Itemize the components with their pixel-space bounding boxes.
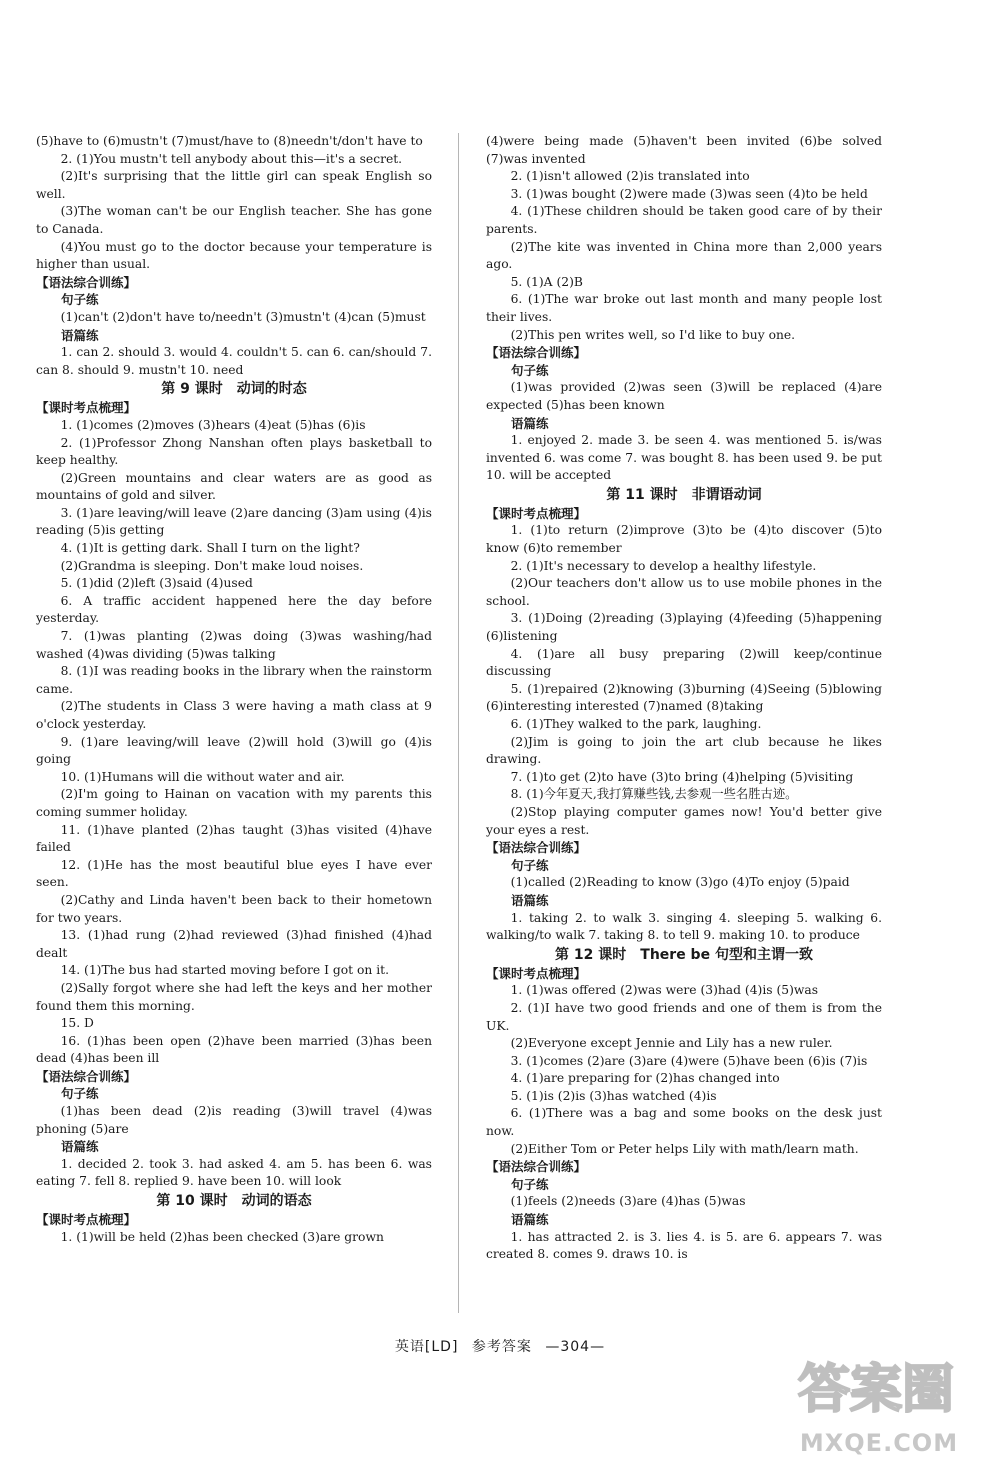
answer-line: (2)Green mountains and clear waters are as good as mountains of gold and silver. xyxy=(36,470,432,503)
answer-line: (2)Grandma is sleeping. Don't make loud noises. xyxy=(60,558,364,573)
answer-line: 9. (1)are leaving/will leave (2)will hold (3)will go (4)is going xyxy=(36,734,432,767)
answer-line: (2)Sally forgot where she had left the keys and her mother found them this morning. xyxy=(36,980,432,1013)
answer-line: 5. (1)is (2)is (3)has watched (4)is xyxy=(510,1088,717,1103)
answer-line: (2)It's surprising that the little girl can speak English so well. xyxy=(36,169,432,201)
section-heading: 【语法综合训练】 xyxy=(36,1068,137,1084)
lesson-heading: 第 10 课时 动词的语态 xyxy=(156,1193,312,1210)
answer-line: 3. (1)Doing (2)reading (3)playing (4)feeding (5)happening (6)listening xyxy=(486,611,882,644)
answer-line: 1. taking 2. to walk 3. singing 4. sleeping 5. walking 6. walking/to walk 7. taking 8. to tell 9. making 10. to produce xyxy=(486,910,882,943)
answer-line: (1)called (2)Reading to know (3)go (4)To enjoy (5)paid xyxy=(510,875,850,890)
section-heading: 【语法综合训练】 xyxy=(486,840,587,856)
answer-line: (1)was provided (2)was seen (3)will be replaced (4)are expected (5)has been known xyxy=(486,380,882,412)
answer-line: 10. (1)Humans will die without water and air. xyxy=(60,769,345,784)
answer-line: (2)Everyone except Jennie and Lily has a new ruler. xyxy=(510,1036,833,1051)
watermark-logo xyxy=(786,1347,966,1427)
answer-line: 1. can 2. should 3. would 4. couldn't 5. can 6. can/should 7. can 8. should 9. mustn't 10. need xyxy=(36,345,432,377)
answer-line: 1. (1)was offered (2)was were (3)had (4)is (5)was xyxy=(510,983,819,998)
subsection-heading: 语篇练 xyxy=(61,327,99,343)
section-heading: 【语法综合训练】 xyxy=(486,1159,587,1175)
subsection-heading: 语篇练 xyxy=(511,415,549,431)
lesson-heading: 第 12 课时 There be 句型和主谓一致 xyxy=(555,946,813,963)
left-column xyxy=(36,133,432,1246)
answer-line: 7. (1)to get (2)to have (3)to bring (4)helping (5)visiting xyxy=(510,769,854,784)
answer-line: 2. (1)isn't allowed (2)is translated into xyxy=(510,169,750,184)
answer-line: 6. A traffic accident happened here the day before yesterday. xyxy=(36,593,432,626)
answer-line: 1. (1)to return (2)improve (3)to be (4)to discover (5)to know (6)to remember xyxy=(486,523,882,556)
footer-subject: 英语[LD] xyxy=(394,1339,459,1355)
answer-line: (4)were being made (5)haven't been invited (6)be solved (7)was invented xyxy=(486,134,882,166)
subsection-heading: 语篇练 xyxy=(511,1212,549,1228)
answer-line: 1. enjoyed 2. made 3. be seen 4. was mentioned 5. is/was invented 6. was come 7. was bought 8. has been used 9. be put 10. will be accepted xyxy=(486,433,882,483)
answer-line: 4. (1)These children should be taken good care of by their parents. xyxy=(486,204,882,236)
answer-line: 3. (1)are leaving/will leave (2)are dancing (3)am using (4)is reading (5)is getting xyxy=(36,505,432,538)
answer-line: (5)have to (6)mustn't (7)must/have to (8)needn't/don't have to xyxy=(36,134,423,148)
answer-line: (2)Our teachers don't allow us to use mobile phones in the school. xyxy=(486,576,882,608)
answer-line: 2. (1)Professor Zhong Nanshan often plays basketball to keep healthy. xyxy=(36,435,432,468)
answer-line: (2)This pen writes well, so I'd like to buy one. xyxy=(510,327,796,342)
lesson-heading: 第 11 课时 非谓语动词 xyxy=(606,486,762,503)
answer-line: 6. (1)They walked to the park, laughing. xyxy=(510,717,762,731)
answer-line: 14. (1)The bus had started moving before I got on it. xyxy=(60,963,390,978)
answer-line: 11. (1)have planted (2)has taught (3)has visited (4)have failed xyxy=(36,822,432,855)
answer-line: 5. (1)A (2)B xyxy=(510,274,583,289)
answer-line: (3)The woman can't be our English teacher. She has gone to Canada. xyxy=(36,204,432,236)
answer-line: 1. (1)comes (2)moves (3)hears (4)eat (5)has (6)is xyxy=(60,417,366,432)
answer-line: 6. (1)The war broke out last month and many people lost their lives. xyxy=(486,292,882,324)
answer-line: (2)Jim is going to join the art club because he likes drawing. xyxy=(486,734,882,767)
answer-line: 1. decided 2. took 3. had asked 4. am 5. has been 6. was eating 7. fell 8. replied 9. have been 10. will look xyxy=(36,1156,432,1189)
subsection-heading: 句子练 xyxy=(511,362,549,378)
footer-label: 参考答案 xyxy=(471,1339,532,1355)
answer-line: 1. (1)will be held (2)has been checked (3)are grown xyxy=(60,1229,384,1244)
answer-line: 15. D xyxy=(60,1016,94,1031)
answer-line: (2)Stop playing computer games now! You'd better give your eyes a rest. xyxy=(486,804,882,837)
subsection-heading: 句子练 xyxy=(511,857,549,873)
subsection-heading: 句子练 xyxy=(61,292,99,308)
answer-line: (2)Either Tom or Peter helps Lily with math/learn math. xyxy=(510,1141,859,1156)
answer-line: 8. (1)今年夏天,我打算赚些钱,去参观一些名胜古迹。 xyxy=(510,787,798,802)
answer-line: (2)I'm going to Hainan on vacation with my parents this coming summer holiday. xyxy=(36,787,432,819)
subsection-heading: 句子练 xyxy=(61,1086,99,1102)
answer-line: 2. (1)I have two good friends and one of them is from the UK. xyxy=(486,1000,882,1033)
lesson-heading: 第 9 课时 动词的时态 xyxy=(161,381,307,398)
answer-line: 3. (1)was bought (2)were made (3)was seen (4)to be held xyxy=(510,186,868,201)
section-heading: 【语法综合训练】 xyxy=(486,345,587,361)
answer-line: (2)Cathy and Linda haven't been back to their hometown for two years. xyxy=(36,892,432,925)
answer-line: 1. has attracted 2. is 3. lies 4. is 5. are 6. appears 7. was created 8. comes 9. draws 10. is xyxy=(486,1229,882,1262)
answer-line: 13. (1)had rung (2)had reviewed (3)had finished (4)had dealt xyxy=(36,928,432,960)
answer-line: 4. (1)are preparing for (2)has changed into xyxy=(510,1071,780,1086)
answer-line: (1)has been dead (2)is reading (3)will travel (4)was phoning (5)are xyxy=(36,1104,432,1136)
answer-line: 5. (1)did (2)left (3)said (4)used xyxy=(60,576,253,591)
answer-line: (2)The kite was invented in China more than 2,000 years ago. xyxy=(486,239,882,272)
watermark-logo-text: 答案圈 xyxy=(797,1360,955,1420)
answer-line: 6. (1)There was a bag and some books on the desk just now. xyxy=(486,1106,882,1139)
answer-line: 12. (1)He has the most beautiful blue eyes I have ever seen. xyxy=(36,857,432,890)
answer-line: (2)The students in Class 3 were having a math class at 9 o'clock yesterday. xyxy=(36,699,432,731)
subsection-heading: 语篇练 xyxy=(61,1139,99,1155)
answer-line: 5. (1)repaired (2)knowing (3)burning (4)Seeing (5)blowing (6)interesting interested (7)named (8)taking xyxy=(486,681,882,714)
right-column xyxy=(486,133,882,1264)
answer-line: 8. (1)I was reading books in the library when the rainstorm came. xyxy=(36,664,432,696)
answer-line: (1)feels (2)needs (3)are (4)has (5)was xyxy=(510,1194,746,1209)
watermark-site: MXQE.COM xyxy=(799,1429,959,1457)
answer-line: 3. (1)comes (2)are (3)are (4)were (5)have been (6)is (7)is xyxy=(510,1053,868,1068)
answer-line: 2. (1)It's necessary to develop a healthy lifestyle. xyxy=(510,558,817,573)
footer-page-number: —304— xyxy=(545,1339,606,1355)
section-heading: 【课时考点梳理】 xyxy=(486,965,587,981)
answer-line: (1)can't (2)don't have to/needn't (3)mustn't (4)can (5)must xyxy=(60,309,426,324)
answer-line: (4)You must go to the doctor because your temperature is higher than usual. xyxy=(36,239,432,272)
column-divider xyxy=(458,133,459,1313)
answer-line: 16. (1)has been open (2)have been married (3)has been dead (4)has been ill xyxy=(36,1033,432,1066)
subsection-heading: 语篇练 xyxy=(511,892,549,908)
section-heading: 【课时考点梳理】 xyxy=(486,505,587,521)
answer-line: 7. (1)was planting (2)was doing (3)was washing/had washed (4)was dividing (5)was talking xyxy=(36,629,432,661)
watermark xyxy=(784,1337,974,1457)
section-heading: 【课时考点梳理】 xyxy=(36,1212,137,1228)
subsection-heading: 句子练 xyxy=(511,1176,549,1192)
answer-line: 2. (1)You mustn't tell anybody about this—it's a secret. xyxy=(60,151,403,166)
answer-line: 4. (1)are all busy preparing (2)will keep/continue discussing xyxy=(486,646,882,679)
answer-line: 4. (1)It is getting dark. Shall I turn on the light? xyxy=(60,541,360,556)
section-heading: 【课时考点梳理】 xyxy=(36,400,137,416)
section-heading: 【语法综合训练】 xyxy=(36,274,137,290)
